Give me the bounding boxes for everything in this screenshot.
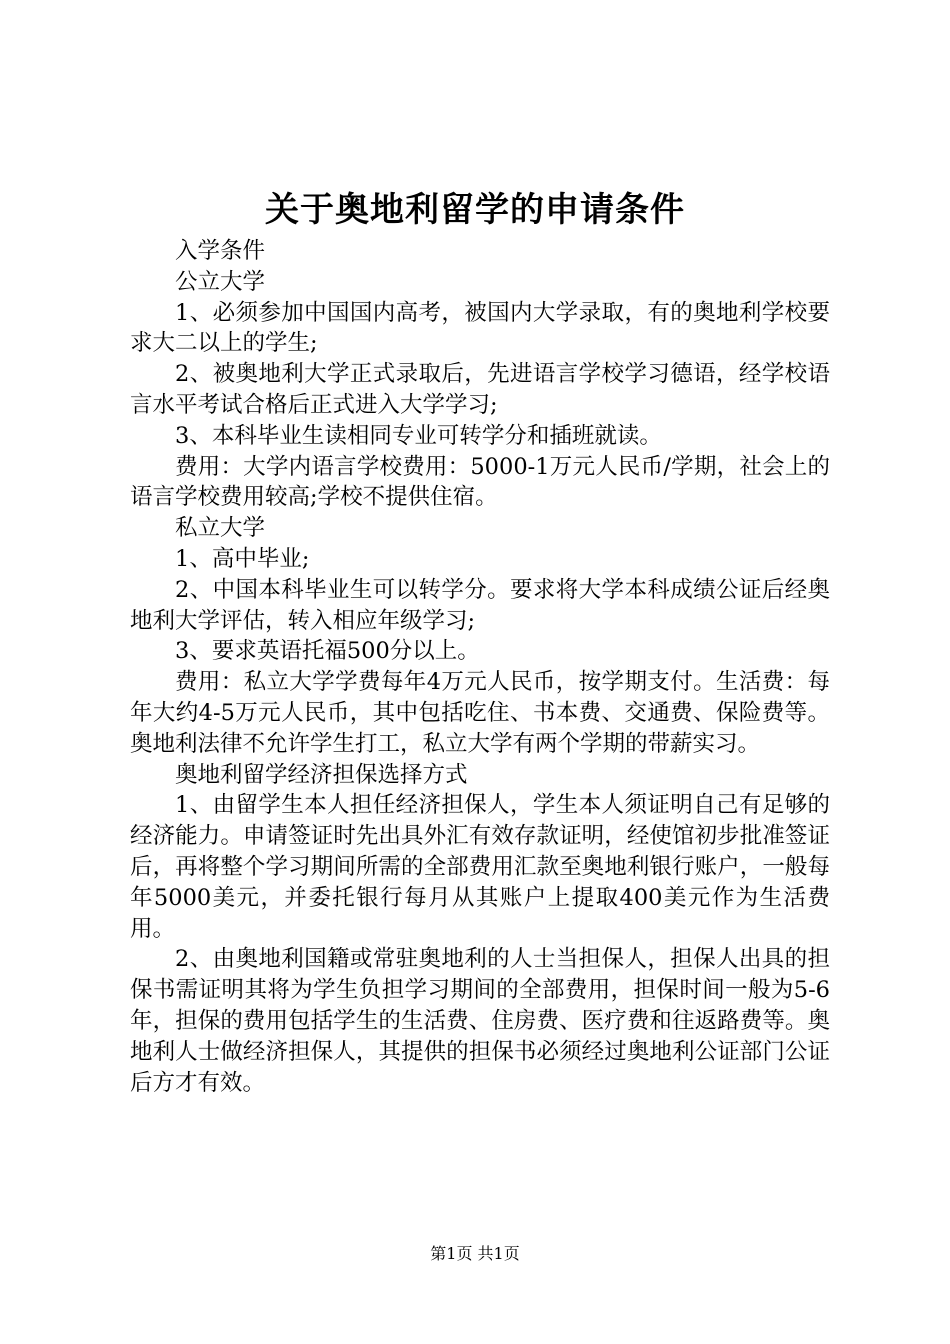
paragraph: 3、要求英语托福500分以上。 xyxy=(175,638,480,665)
paragraph: 费用：大学内语言学校费用：5000-1万元人民币/学期，社会上的语言学校费用较高;学校不提供住宿。 xyxy=(130,453,830,511)
paragraph: 3、本科毕业生读相同专业可转学分和插班就读。 xyxy=(175,422,662,449)
paragraph-guarantee-heading: 奥地利留学经济担保选择方式 xyxy=(175,761,468,788)
paragraph: 2、中国本科毕业生可以转学分。要求将大学本科成绩公证后经奥地利大学评估，转入相应年级学习; xyxy=(130,576,830,634)
paragraph: 1、必须参加中国国内高考，被国内大学录取，有的奥地利学校要求大二以上的学生; xyxy=(130,299,830,357)
paragraph-public-university-heading: 公立大学 xyxy=(175,268,266,295)
paragraph: 1、由留学生本人担任经济担保人，学生本人须证明自己有足够的经济能力。申请签证时先出具外汇有效存款证明，经使馆初步批准签证后，再将整个学习期间所需的全部费用汇款至奥地利银行账户，一般每年5000美元，并委托银行每月从其账户上提取400美元作为生活费用。 xyxy=(130,792,830,942)
paragraph: 1、高中毕业; xyxy=(175,545,310,572)
paragraph: 2、由奥地利国籍或常驻奥地利的人士当担保人，担保人出具的担保书需证明其将为学生负担学习期间的全部费用，担保时间一般为5-6年，担保的费用包括学生的生活费、住房费、医疗费和往返路费等。奥地利人士做经济担保人，其提供的担保书必须经过奥地利公证部门公证后方才有效。 xyxy=(130,946,830,1096)
page-footer: 第1页 共1页 xyxy=(430,1244,520,1263)
paragraph: 2、被奥地利大学正式录取后，先进语言学校学习德语，经学校语言水平考试合格后正式进入大学学习; xyxy=(130,361,830,418)
paragraph-admission-heading: 入学条件 xyxy=(175,238,266,264)
page-title: 关于奥地利留学的申请条件 xyxy=(265,190,685,230)
paragraph: 费用：私立大学学费每年4万元人民币，按学期支付。生活费：每年大约4-5万元人民币，其中包括吃住、书本费、交通费、保险费等。奥地利法律不允许学生打工，私立大学有两个学期的带薪实习。 xyxy=(130,669,830,757)
document-body xyxy=(130,236,830,1098)
paragraph-private-university-heading: 私立大学 xyxy=(175,515,266,542)
